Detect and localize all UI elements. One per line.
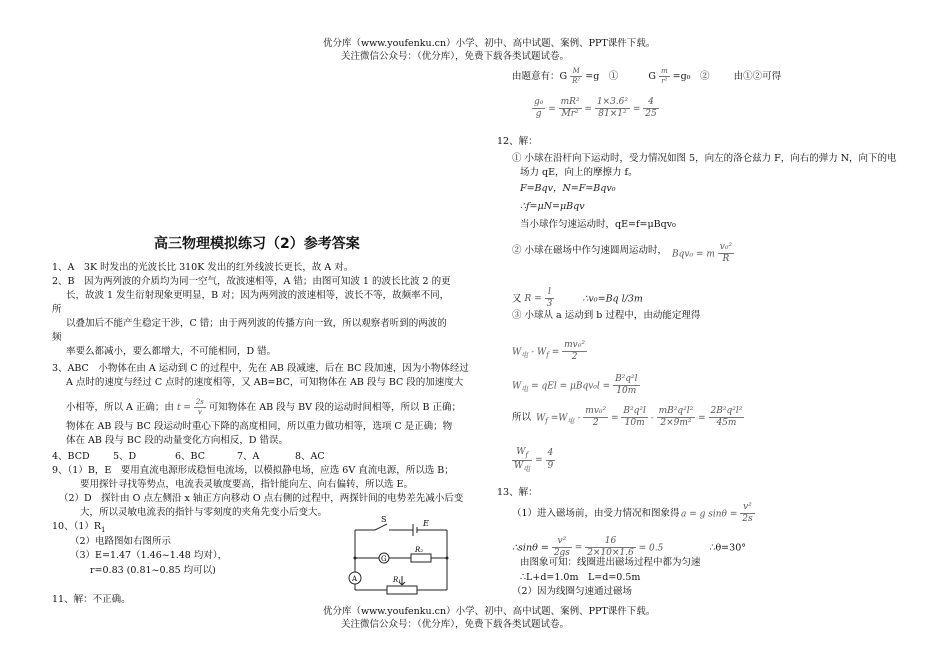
label-a: A: [352, 575, 358, 583]
q13-line-4: ∴L+d=1.0m L=d=0.5m: [520, 572, 641, 583]
answer-10-subscript: 1: [101, 525, 106, 534]
right-line-1-b: =g ①: [585, 70, 619, 82]
answer-10-line-4: r=0.83 (0.81~0.85 均可以): [90, 565, 216, 576]
answer-2-line-3: 所: [52, 304, 62, 315]
q12-line-2: 场力 qE，向上的摩擦力 f。: [520, 167, 638, 178]
answer-3-line-4: 物体在 AB 段与 BC 段运动时重心下降的高度相同，所以重力做功相等，选项 C 是正确；物: [66, 421, 453, 432]
formula-energy-1: $W_电 - W_f$ = $\frac{\text{mv₀²}}{2}$: [512, 340, 585, 363]
formula-circular: Bqv₀ = m $\frac{\text{v₀²}}{R}$: [672, 242, 733, 265]
right-line-1-e: 由①②可得: [733, 70, 782, 82]
answer-10-line-3: （3）E=1.47（1.46~1.48 均对），: [70, 550, 228, 561]
answer-3-line-3: [66, 398, 461, 417]
formula-energy-ratio: $\frac{W_f}{W_电}$ = $\frac{4}{9}$: [514, 447, 554, 473]
answer-5: 5、D: [113, 451, 137, 462]
footer-line-2: 关注微信公众号：（优分库），免费下载各类试题试卷。: [341, 619, 570, 630]
switch: [375, 524, 387, 530]
answer-3-line-2: A 点时的速度与经过 C 点时的速度相等，又 AB=BC，可知物体在 AB 段与 BC 段的加速度大: [66, 377, 464, 388]
answer-1: 1、A 3K 时发出的光波长比 310K 发出的红外线波长更长，故 A 对。: [52, 262, 354, 273]
answer-9-line-1: 9、（1）B，E 要用直流电源形成稳恒电流场，以模拟静电场，应选 6V 直流电源，所以选 B；: [52, 465, 454, 476]
answer-8: 8、AC: [295, 451, 325, 462]
question-13: 13、解：: [497, 487, 538, 498]
answer-9-line-3: （2）D 探针由 O 点左侧沿 x 轴正方向移动 O 点右侧的过程中，两探针间的电势差先减小后变: [59, 493, 464, 504]
label-g: G: [381, 555, 387, 563]
formula-g-ratio: $\frac{\text{g₀}}{g}$ = $\frac{\text{mR²}}{\text{Mr²}}$ = $\frac{\text{1×3.6²}}{\text{81×1²}}$ = $\frac{4}{25}$: [534, 97, 657, 120]
answer-3-line-3-b: 可知物体在 AB 段与 BV 段的运动时间相等，所以 B 正确；: [208, 401, 462, 413]
answer-3-line-1: 3、ABC 小物体在由 A 运动到 C 的过程中，先在 AB 段减速，后在 BC 段加速，因为小物体经过: [52, 363, 469, 374]
q12-line-4: ∴f=μN=μBqv: [520, 201, 585, 212]
q13-line-2-a: ∴sinθ =: [512, 542, 549, 554]
label-s: S: [381, 515, 387, 524]
circuit-diagram: [343, 512, 463, 598]
page-title: 高三物理模拟练习（2）参考答案: [154, 236, 360, 252]
answer-10-line-1-text: 10、（1）R: [52, 521, 102, 532]
answer-2-line-6: 率要么都减小，要么都增大，不可能相同，D 错。: [66, 346, 277, 357]
answer-3-line-3-a: 小相等，所以 A 正确；由: [66, 401, 174, 413]
answer-11: 11、解：不正确。: [52, 594, 131, 605]
answer-7: 7、A: [237, 451, 260, 462]
formula-r: R = $\frac{l}{3}$: [524, 287, 553, 310]
right-line-1-c: G: [648, 70, 656, 82]
q12-line-5: 当小球作匀速运动时，qE=f=μBqv₀: [520, 219, 676, 230]
q12-line-7: [512, 287, 643, 311]
answer-2-line-4: 以叠加后不能产生稳定干涉，C 错；由于两列波的传播方向一致，所以观察者听到的两波的: [66, 318, 447, 329]
resistor-r2: [411, 554, 431, 562]
q12-line-7-a: 又: [512, 293, 522, 305]
formula-t: t = $\frac{2s}{v}$: [176, 398, 204, 416]
label-r1: R₁: [393, 576, 402, 584]
header-line-1: 优分库（www.youfenku.cn）小学、初中、高中试题、案例、PPT课件下载。: [323, 38, 656, 49]
q12-line-6: ② 小球在磁场中作匀速圆周运动时，: [512, 245, 668, 256]
header-line-2: 关注微信公众号：（优分库），免费下载各类试题试卷。: [341, 51, 570, 62]
q12-line-9: 所以: [512, 412, 532, 423]
q13-line-2: [512, 536, 746, 560]
answer-4: 4、BCD: [52, 451, 90, 462]
answer-2-line-2: 长，故波 1 发生衍射现象更明显，B 对；因为两列波的波速相等，波长不等，故频率不同，: [66, 290, 450, 301]
question-12: 12、解：: [497, 136, 538, 147]
q13-line-3: 由图象可知：线圈进出磁场过程中都为匀速: [520, 557, 701, 568]
formula-sin: $\frac{\text{v²}}{2gs}$ = $\frac{16}{2\times 10\times 1.6}$: [553, 536, 634, 559]
q12-line-3: F=Bqv，N=F=Bqv₀: [520, 183, 616, 194]
right-line-1: [512, 67, 781, 86]
q12-line-1: ① 小球在沿杆向下运动时，受力情况如图 5，向左的洛仑兹力 F，向右的弹力 N，向下的电: [512, 153, 897, 164]
fraction-m-r2: $\frac{M}{\text{R²}}$: [572, 67, 581, 85]
answer-10-line-2: （2）电路图如右图所示: [70, 536, 172, 547]
formula-a: a = g sinθ = $\frac{\text{v²}}{2s}$: [681, 502, 753, 525]
answer-9-line-2: 要用探针寻找等势点，电流表灵敏度要高，指针能向左、向右偏转，所以选 E。: [80, 479, 413, 490]
q12-line-8: ③ 小球从 a 运动到 b 过程中，由动能定理得: [512, 310, 701, 321]
q13-line-2-c: ∴θ=30°: [709, 542, 746, 554]
right-line-1-a: 由题意有：G: [512, 70, 568, 82]
answer-2-line-1: 2、B 因为两列波的介质均为同一空气，故波速相等，A 错；由图可知波 1 的波长比波 2 的更: [52, 276, 451, 287]
q13-line-2-b: = 0.5: [638, 543, 664, 554]
right-line-1-d: =g₀ ②: [672, 70, 710, 82]
answer-9-line-4: 大，所以灵敏电流表的指针与零刻度的夹角先变小后变大。: [80, 507, 328, 518]
fraction-m-r2-small: $\frac{m}{\text{r²}}$: [660, 67, 668, 85]
resistor-r1: [387, 586, 417, 594]
q13-line-5: （2）因为线圈匀速通过磁场: [512, 586, 633, 597]
formula-energy-2: $W_电$ = qEl = μBqv₀l = $\frac{\text{B²q²l}}{10m}$: [512, 374, 638, 397]
answer-6: 6、BC: [175, 451, 205, 462]
label-e: E: [423, 519, 429, 528]
q12-line-7-b: ∴v₀=Bq l/3m: [582, 293, 643, 305]
label-r2: R₂: [415, 546, 424, 554]
formula-energy-3: $W_f =W_电$ - $\frac{\text{mv₀²}}{2}$ = $\frac{\text{B²q²l}}{10m}$ - $\frac{\text{mB²q²l²}}{\text{2×9m²}}$ = $\frac{\text{2B²q²l²}}{45m}$: [536, 406, 743, 429]
answer-10-line-1: [52, 521, 106, 535]
answer-2-line-5: 频: [52, 332, 62, 343]
footer-line-1: 优分库（www.youfenku.cn）小学、初中、高中试题、案例、PPT课件下载。: [323, 606, 656, 617]
answer-3-line-5: 体在 AB 段与 BC 段的动量变化方向相反，D 错误。: [66, 435, 288, 446]
q13-line-1: （1）进入磁场前，由受力情况和图象得: [512, 508, 680, 519]
